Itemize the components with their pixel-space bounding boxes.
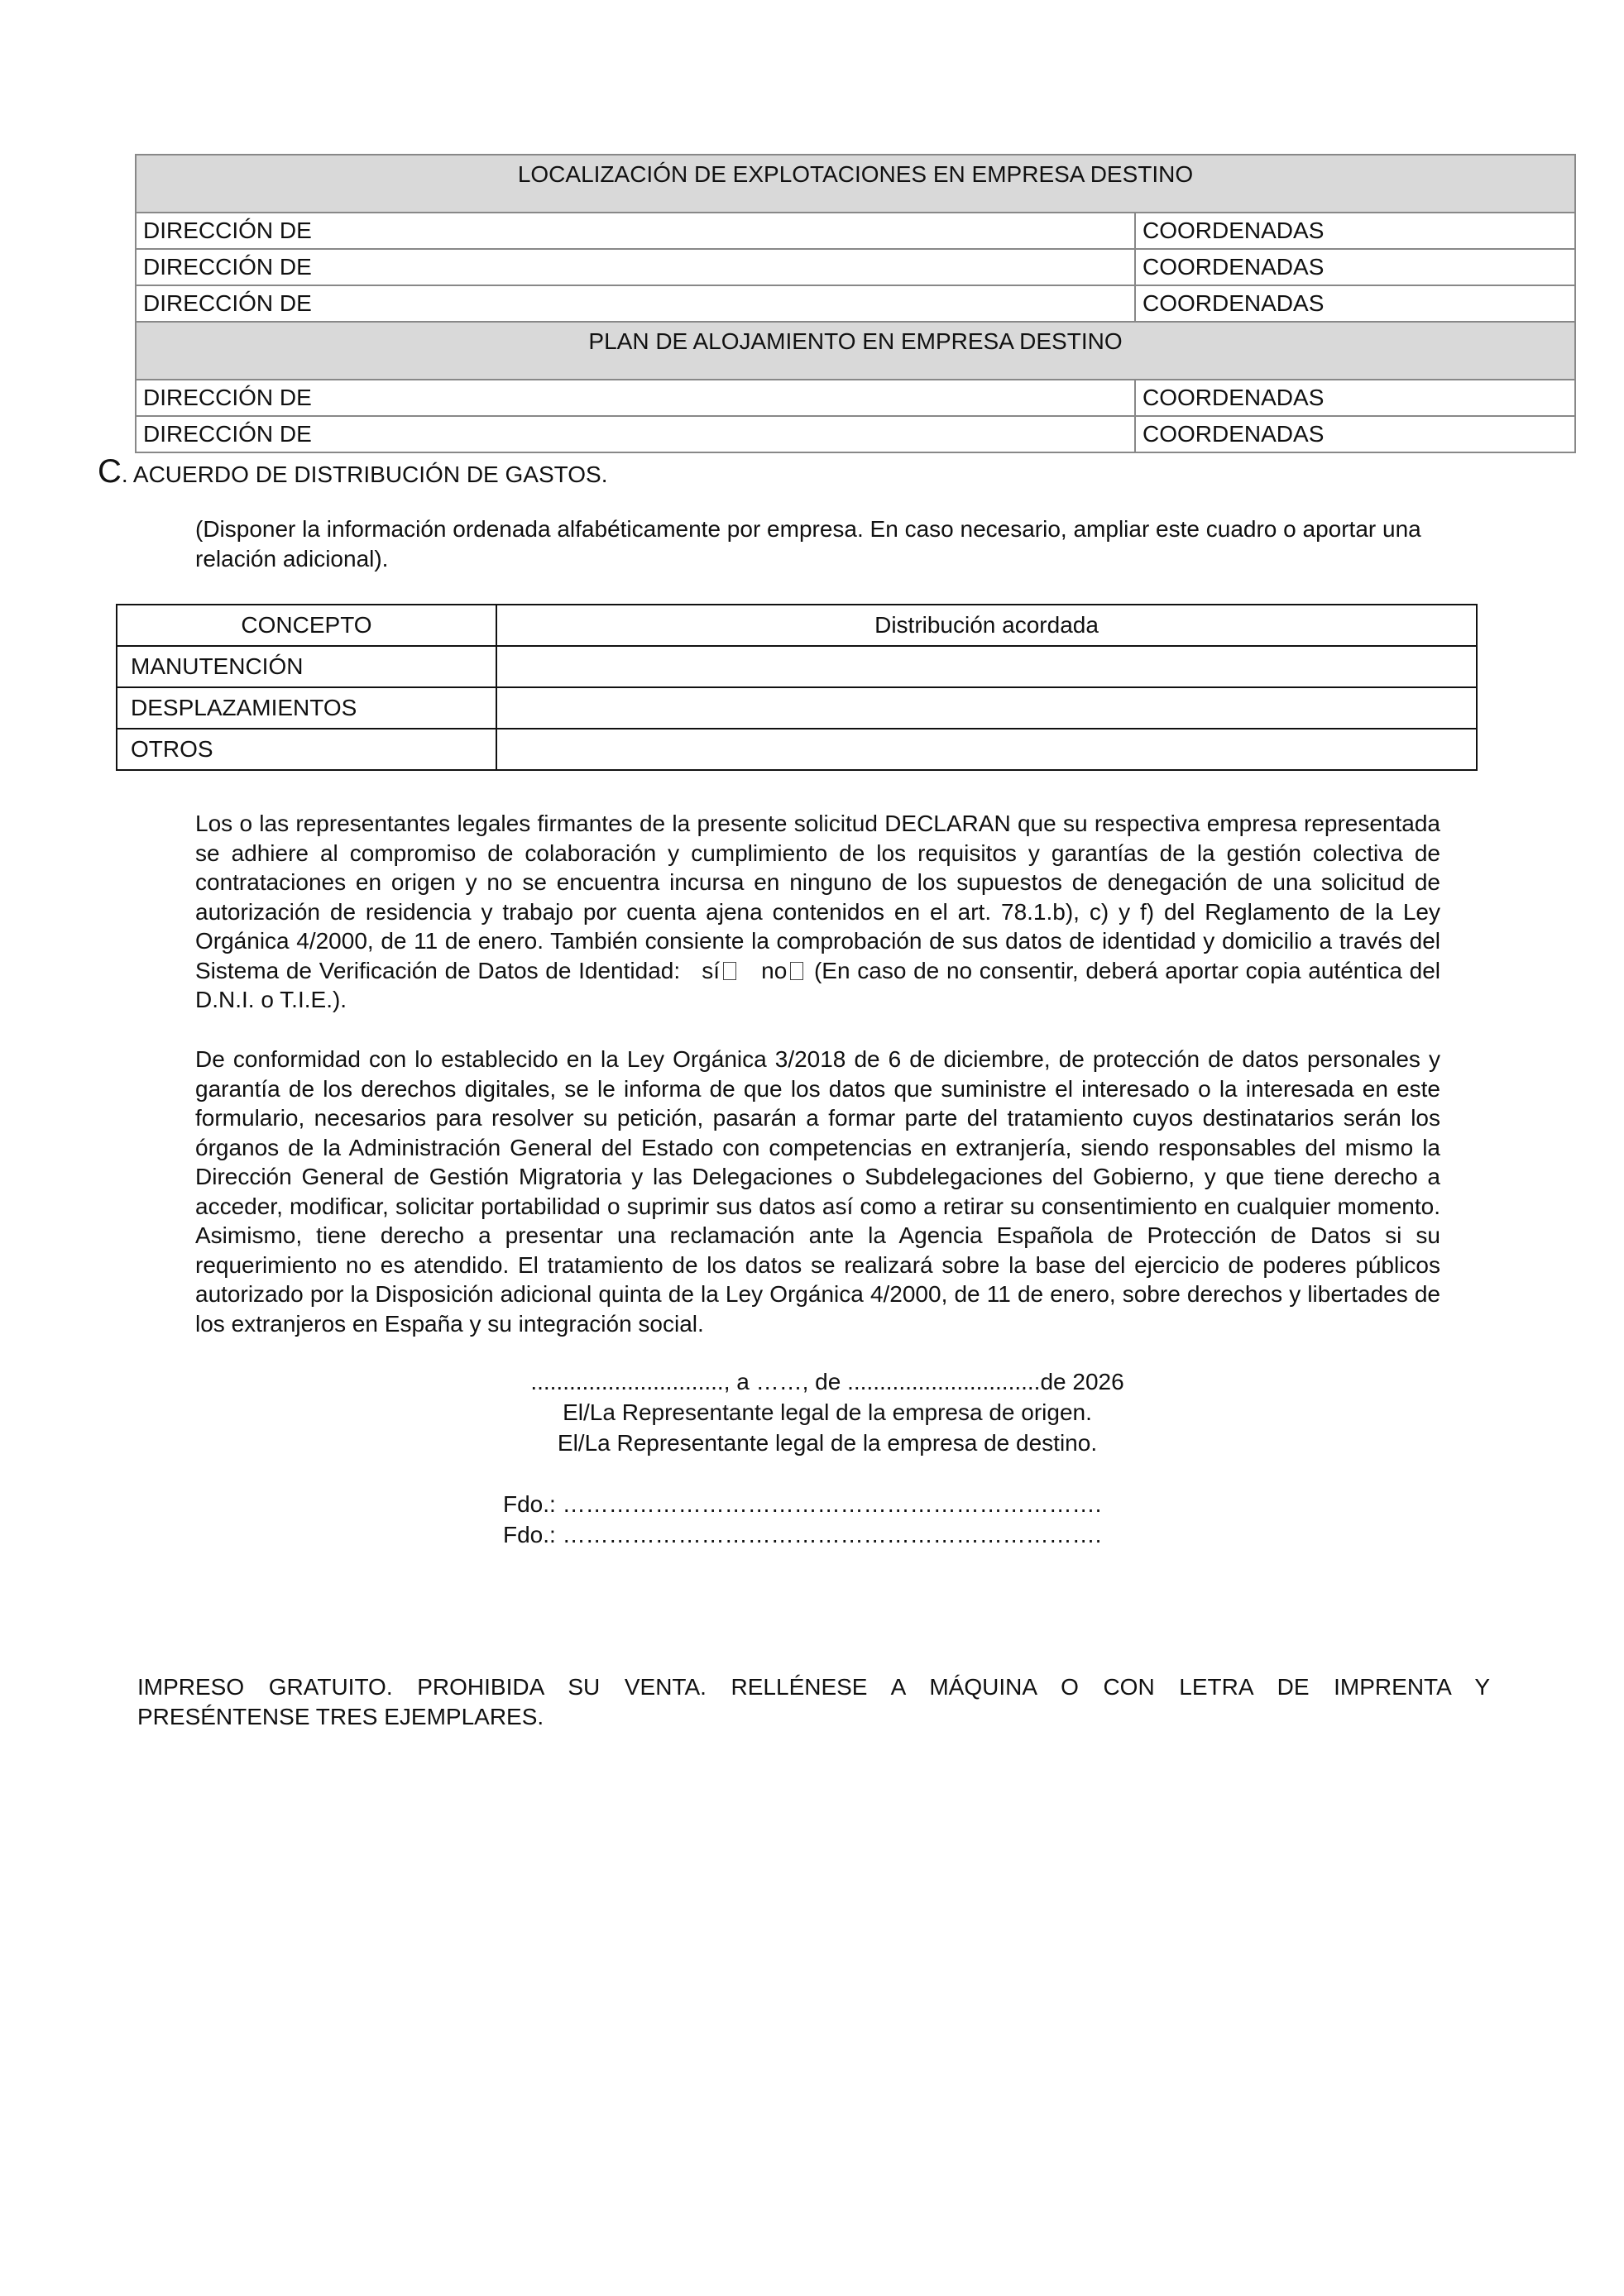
address-cell[interactable]: DIRECCIÓN DE — [136, 213, 1135, 249]
consent-yes-checkbox[interactable] — [723, 962, 736, 980]
address-cell[interactable]: DIRECCIÓN DE — [136, 416, 1135, 452]
table-row — [117, 687, 1477, 729]
footer-line-2: PRESÉNTENSE TRES EJEMPLARES. — [137, 1704, 544, 1729]
table-row — [136, 249, 1575, 285]
expense-distribution-table — [116, 604, 1478, 771]
table-row — [136, 285, 1575, 322]
signature-block — [463, 1366, 1191, 1458]
consent-yes-label: sí — [702, 957, 721, 983]
address-cell[interactable]: DIRECCIÓN DE — [136, 380, 1135, 416]
signature-line-1[interactable]: Fdo.: ……………………………………………………………. — [503, 1491, 1102, 1517]
coords-cell[interactable]: COORDENADAS — [1135, 249, 1575, 285]
table-row — [117, 646, 1477, 687]
table-row — [136, 213, 1575, 249]
table-row — [136, 380, 1575, 416]
date-line[interactable]: .............................., a ……, de ..............................de 2026 — [530, 1369, 1124, 1394]
concept-cell: DESPLAZAMIENTOS — [117, 687, 496, 729]
consent-no-checkbox[interactable] — [790, 962, 803, 980]
section-c-note: (Disponer la información ordenada alfabéticamente por empresa. En caso necesario, ampliar este cuadro o aportar una relación adicional). — [195, 516, 1421, 572]
table-row — [117, 729, 1477, 770]
coords-cell[interactable]: COORDENADAS — [1135, 416, 1575, 452]
signature-line-2[interactable]: Fdo.: ……………………………………………………………. — [503, 1522, 1102, 1547]
consent-no-label: no — [761, 957, 788, 983]
coords-cell[interactable]: COORDENADAS — [1135, 380, 1575, 416]
column-header-concepto: CONCEPTO — [117, 605, 496, 646]
section-c-heading — [98, 453, 607, 490]
section-title: . ACUERDO DE DISTRIBUCIÓN DE GASTOS. — [121, 462, 608, 487]
table-header-explotaciones: LOCALIZACIÓN DE EXPLOTACIONES EN EMPRESA DESTINO — [136, 155, 1575, 213]
column-header-distribucion: Distribución acordada — [496, 605, 1477, 646]
declaration-paragraph — [195, 809, 1440, 1015]
declaration-text: Los o las representantes legales firmantes de la presente solicitud DECLARAN que su respectiva empresa representada se adhiere al compromiso de colaboración y cumplimiento de los requisitos y garantías de la gestión colectiva de contrataciones en origen y no se encuentra incursa en ninguno de los supuestos de denegación de una solicitud de autorización de residencia y trabajo por cuenta ajena contenidos en el art. 78.1.b), c) y f) del Reglamento de la Ley Orgánica 4/2000, de 11 de enero. También consiente la comprobación de sus datos de identidad y domicilio a través del Sistema de Verificación de Datos de Identidad: — [195, 811, 1440, 983]
table-header-alojamiento: PLAN DE ALOJAMIENTO EN EMPRESA DESTINO — [136, 322, 1575, 380]
concept-cell: OTROS — [117, 729, 496, 770]
distribution-field[interactable] — [496, 729, 1477, 770]
footer-notice — [137, 1672, 1490, 1732]
table-row — [136, 416, 1575, 452]
coords-cell[interactable]: COORDENADAS — [1135, 213, 1575, 249]
section-letter: C — [98, 453, 122, 490]
declaration-text-after: (En caso de no consentir, deberá aportar copia auténtica del D.N.I. o T.I.E.). — [195, 957, 1441, 1012]
address-cell[interactable]: DIRECCIÓN DE — [136, 285, 1135, 322]
footer-line-1: IMPRESO GRATUITO. PROHIBIDA SU VENTA. RELLÉNESE A MÁQUINA O CON LETRA DE IMPRENTA Y — [137, 1674, 1490, 1700]
privacy-paragraph: De conformidad con lo establecido en la Ley Orgánica 3/2018 de 6 de diciembre, de protección de datos personales y garantía de los derechos digitales, se le informa de que los datos que suministre el interesado o la interesada en este formulario, necesarios para resolver su petición, pasarán a formar parte del tratamiento cuyos destinatarios serán los órganos de la Administración General del Estado con competencias en extranjería, siendo responsables del mismo la Dirección General de Gestión Migratoria y las Delegaciones o Subdelegaciones del Gobierno, y que tiene derecho a acceder, modificar, solicitar portabilidad o suprimir sus datos así como a retirar su consentimiento en cualquier momento. Asimismo, tiene derecho a presentar una reclamación ante la Agencia Española de Protección de Datos si su requerimiento no es atendido. El tratamiento de los datos se realizará sobre la base del ejercicio de poderes públicos autorizado por la Disposición adicional quinta de la Ley Orgánica 4/2000, de 11 de enero, sobre derechos y libertades de los extranjeros en España y su integración social. — [195, 1046, 1440, 1337]
locations-table — [135, 154, 1576, 453]
rep-destination-label: El/La Representante legal de la empresa de destino. — [557, 1430, 1098, 1456]
concept-cell: MANUTENCIÓN — [117, 646, 496, 687]
address-cell[interactable]: DIRECCIÓN DE — [136, 249, 1135, 285]
rep-origin-label: El/La Representante legal de la empresa de origen. — [563, 1399, 1092, 1425]
coords-cell[interactable]: COORDENADAS — [1135, 285, 1575, 322]
distribution-field[interactable] — [496, 646, 1477, 687]
distribution-field[interactable] — [496, 687, 1477, 729]
